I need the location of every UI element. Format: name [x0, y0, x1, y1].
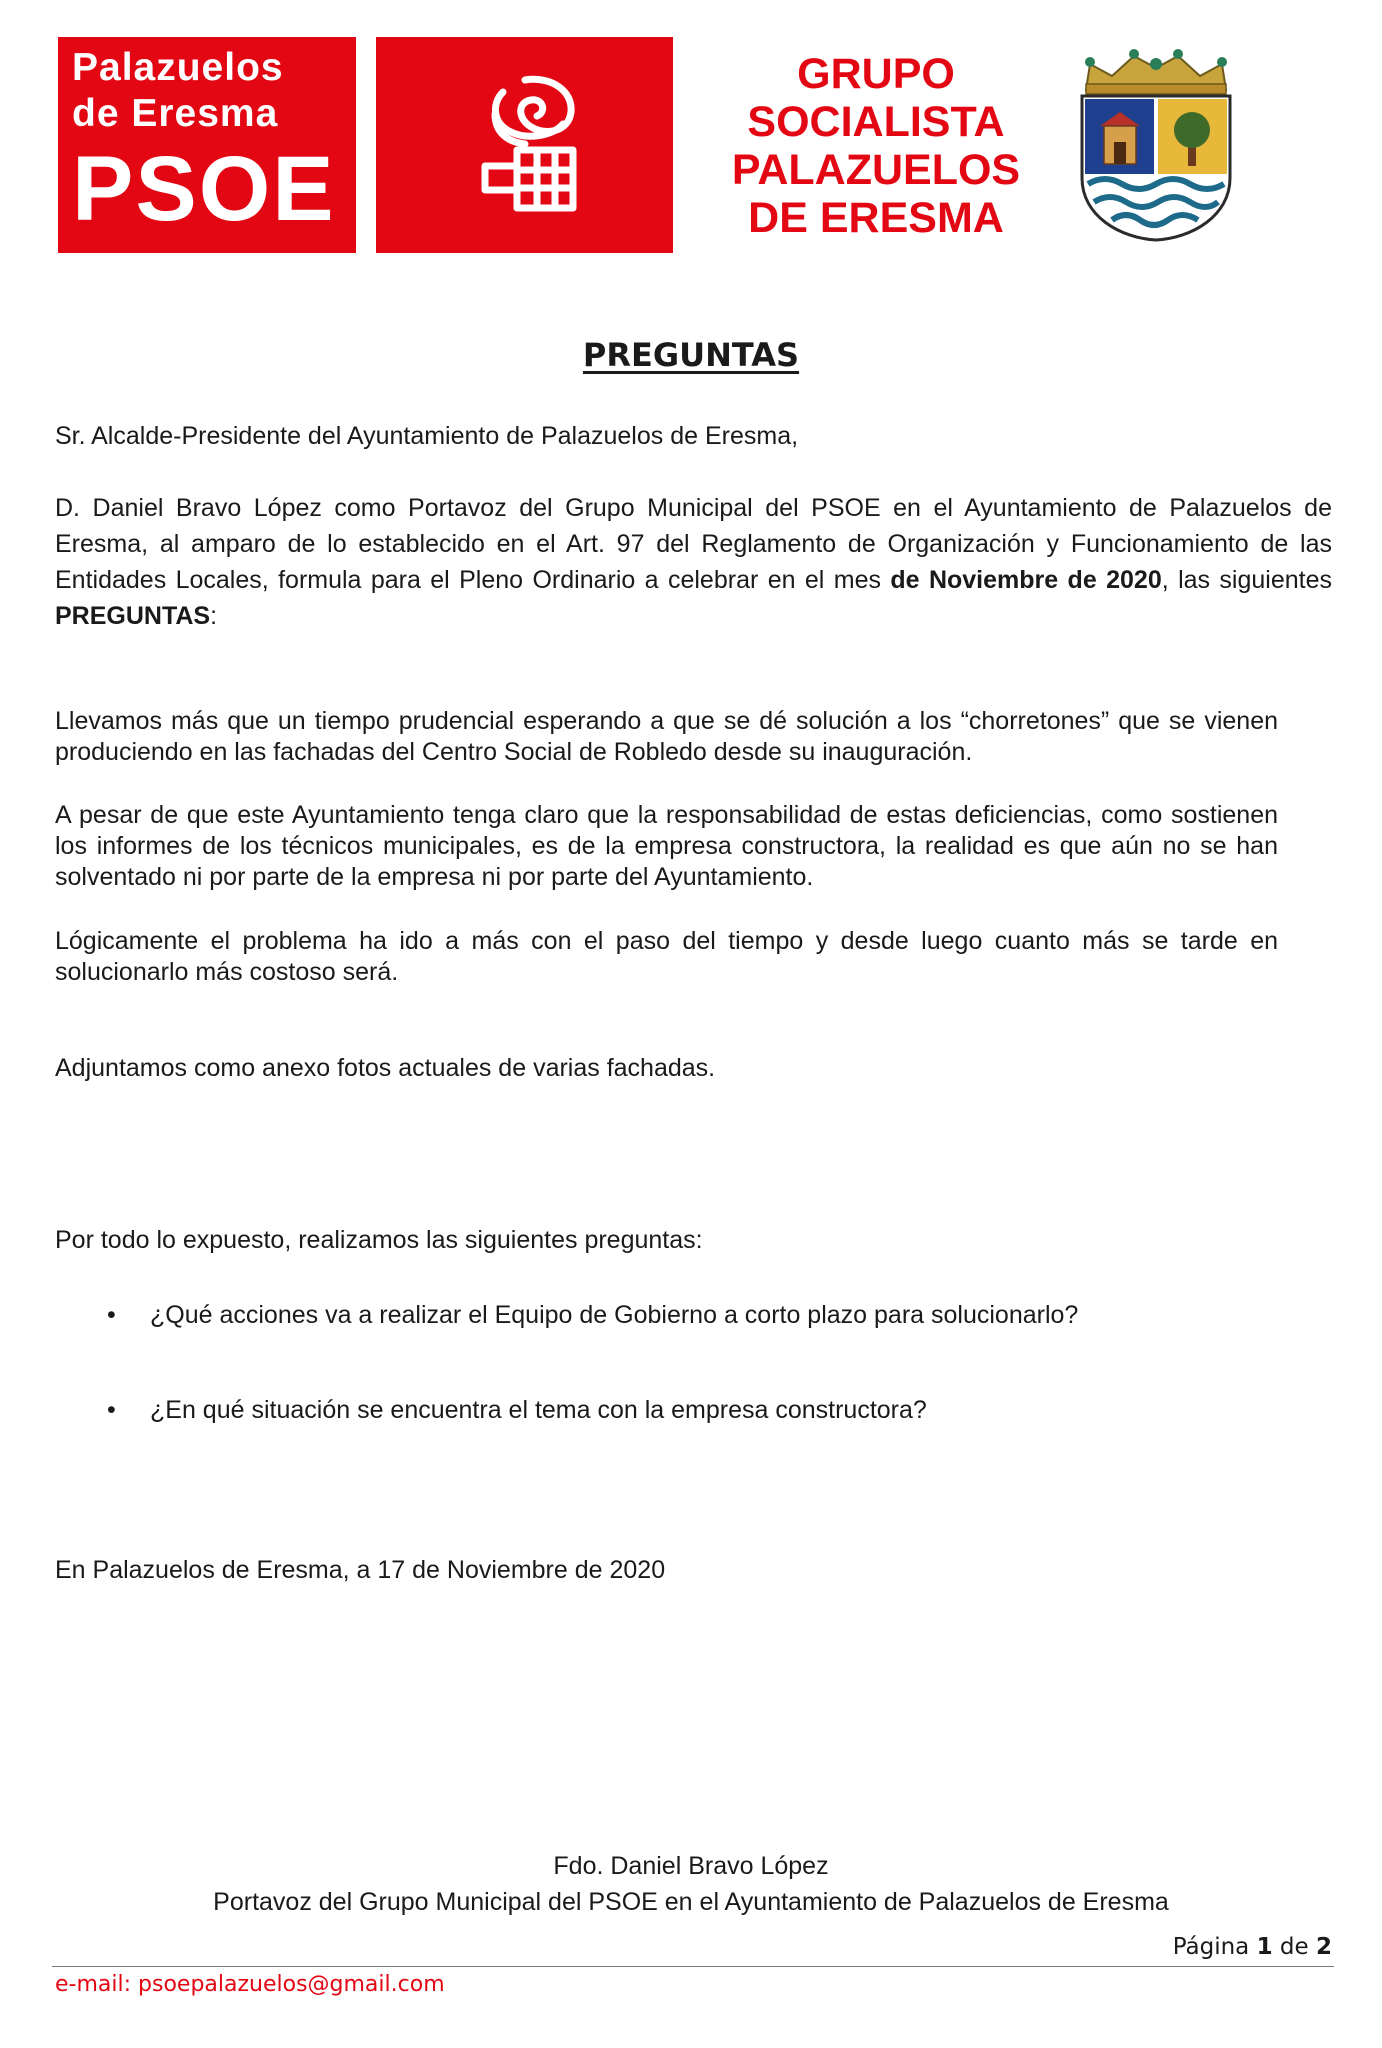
document-title: PREGUNTAS: [582, 336, 800, 374]
signature-role: Portavoz del Grupo Municipal del PSOE en el Ayuntamiento de Palazuelos de Eresma: [213, 1888, 1169, 1916]
logo-line-2: de Eresma: [72, 92, 279, 135]
psoe-logo-box: [58, 37, 356, 253]
signature-block: [0, 1848, 1382, 1920]
intro-bold-date: de Noviembre de 2020: [890, 566, 1162, 594]
group-title: [706, 50, 1046, 242]
group-title-line-4: DE ERESMA: [748, 194, 1004, 242]
footer-email: e-mail: psoepalazuelos@gmail.com: [55, 1972, 445, 1997]
logo-psoe: PSOE: [72, 138, 336, 240]
group-title-line-3: PALAZUELOS: [731, 146, 1021, 194]
page-label: Página: [1172, 1934, 1250, 1960]
question-2: ¿En qué situación se encuentra el tema con la empresa constructora?: [150, 1396, 927, 1424]
municipal-crest-icon: [1068, 38, 1244, 243]
page-of: de: [1279, 1934, 1309, 1960]
question-1: ¿Qué acciones va a realizar el Equipo de Gobierno a corto plazo para solucionarlo?: [150, 1301, 1079, 1329]
signature-name: Fdo. Daniel Bravo López: [553, 1852, 829, 1880]
body-paragraph-1: Llevamos más que un tiempo prudencial esperando a que se dé solución a los “chorretones” que se vienen produciendo en las fachadas del Centro Social de Robledo desde su inauguración.: [55, 707, 1278, 766]
logo-line-1: Palazuelos: [72, 46, 284, 89]
fist-rose-logo: [376, 37, 673, 253]
salutation: Sr. Alcalde-Presidente del Ayuntamiento de Palazuelos de Eresma,: [55, 422, 799, 450]
bullet-2: •: [107, 1396, 116, 1424]
questions-intro: Por todo lo expuesto, realizamos las siguientes preguntas:: [55, 1226, 703, 1254]
body-paragraph-2: A pesar de que este Ayuntamiento tenga claro que la responsabilidad de estas deficiencias, como sostienen los informes de los técnicos municipales, es de la empresa constructora, la realidad es que aún no se han solventado ni por parte de la empresa ni por parte del Ayuntamiento.: [55, 801, 1278, 891]
intro-text-1: D. Daniel Bravo López como Portavoz del Grupo Municipal del PSOE en el Ayuntamiento de Palazuelos de Eresma, al amparo de lo establecido en el Art. 97 del Reglamento de Organización y Funcionamiento de las Entidades Locales, formula para el Pleno Ordinario a celebrar en el mes: [55, 494, 1332, 594]
body-paragraph-3: Lógicamente el problema ha ido a más con el paso del tiempo y desde luego cuanto más se tarde en solucionarlo más costoso será.: [55, 927, 1278, 986]
group-title-line-2: SOCIALISTA: [747, 98, 1005, 146]
footer-divider: [52, 1966, 1334, 1967]
page-number: [1173, 1934, 1332, 1960]
place-date: En Palazuelos de Eresma, a 17 de Noviembre de 2020: [55, 1556, 666, 1584]
intro-bold-preguntas: PREGUNTAS: [55, 602, 211, 630]
bullet-1: •: [107, 1301, 116, 1329]
group-title-line-1: GRUPO: [797, 50, 955, 98]
intro-text-2: , las siguientes: [1161, 566, 1332, 594]
page-total: 2: [1315, 1934, 1332, 1960]
intro-text-3: :: [210, 602, 218, 630]
intro-paragraph: [55, 490, 1332, 634]
page-current: 1: [1256, 1934, 1273, 1960]
body-paragraph-4: Adjuntamos como anexo fotos actuales de varias fachadas.: [55, 1054, 716, 1082]
fist-and-rose-icon: [455, 70, 595, 220]
